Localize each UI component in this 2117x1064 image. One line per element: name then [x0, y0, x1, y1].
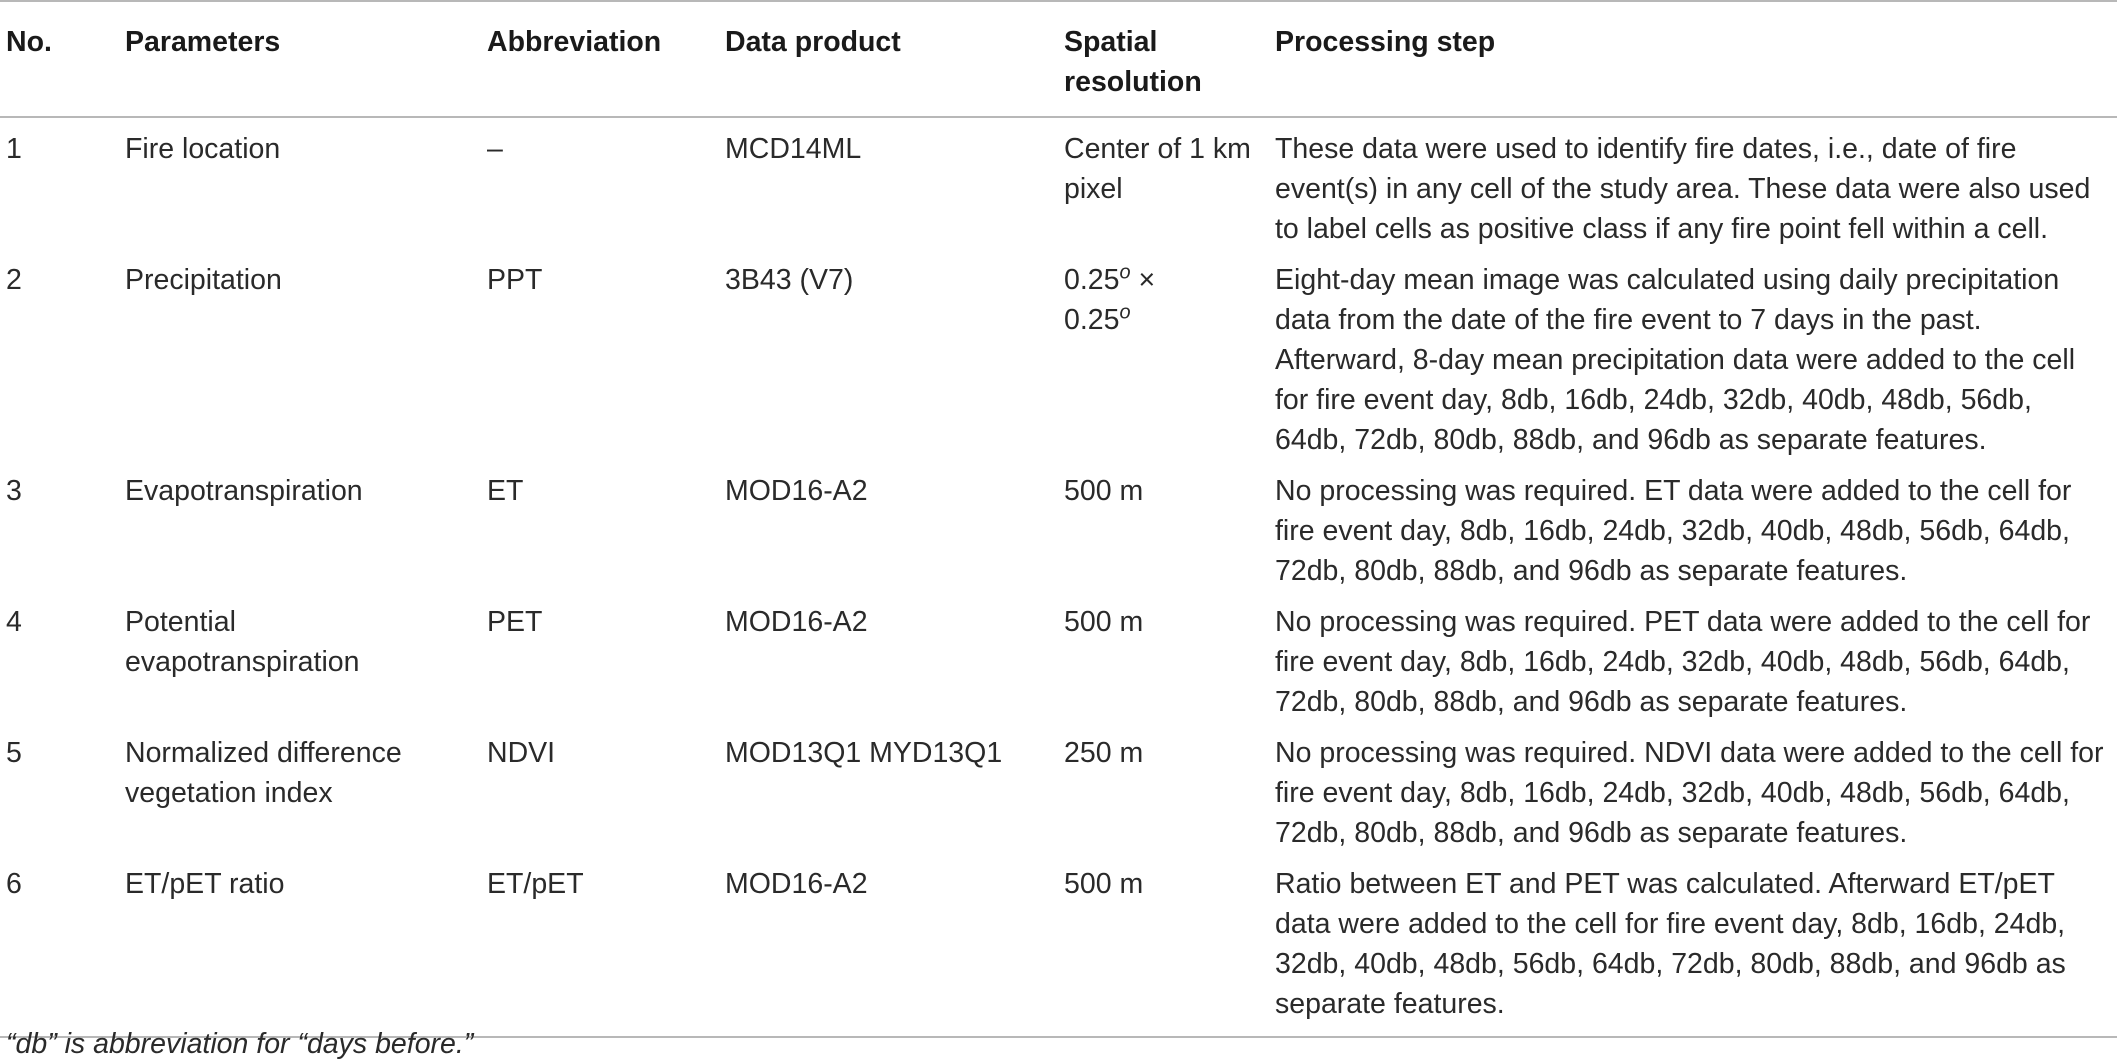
cell-no: 6 [6, 868, 22, 900]
cell-data-product: MOD16-A2 [725, 475, 868, 507]
cell-abbreviation: PET [487, 606, 543, 638]
cell-abbreviation: PPT [487, 264, 543, 296]
cell-abbreviation: ET/pET [487, 868, 584, 900]
table-row [0, 591, 2117, 722]
cell-spatial-resolution: 250 m [1064, 737, 1144, 769]
degree-superscript: o [1119, 301, 1131, 324]
cell-abbreviation: ET [487, 475, 524, 507]
cell-spatial-resolution: 500 m [1064, 606, 1144, 638]
times-symbol: × [1130, 264, 1164, 296]
table-row [0, 853, 2117, 1037]
table-row [0, 460, 2117, 591]
cell-data-product: MOD16-A2 [725, 868, 868, 900]
resolution-value-a: 0.25 [1064, 264, 1120, 296]
cell-spatial-resolution: 500 m [1064, 868, 1144, 900]
cell-no: 4 [6, 606, 22, 638]
cell-parameter: Evapotranspiration [125, 475, 363, 507]
table-header-row [0, 1, 2117, 117]
cell-no: 3 [6, 475, 22, 507]
cell-data-product: MCD14ML [725, 133, 862, 165]
header-spatial-resolution: Spatial resolution [1064, 26, 1202, 98]
table-footnote: “db” is abbreviation for “days before.” [6, 1028, 474, 1060]
header-abbreviation: Abbreviation [487, 26, 662, 58]
resolution-value-b: 0.25 [1064, 304, 1120, 336]
header-no: No. [6, 26, 52, 58]
table-row [0, 722, 2117, 853]
header-data-product: Data product [725, 26, 901, 58]
cell-parameter: Normalized difference vegetation index [125, 737, 402, 809]
cell-no: 5 [6, 737, 22, 769]
cell-abbreviation: NDVI [487, 737, 556, 769]
cell-no: 1 [6, 133, 22, 165]
cell-spatial-resolution: 500 m [1064, 475, 1144, 507]
cell-data-product: MOD13Q1 MYD13Q1 [725, 737, 1003, 769]
cell-spatial-resolution [1054, 249, 1265, 460]
cell-processing-step: Eight-day mean image was calculated using daily precipitation data from the date of the fire event to 7 days in the past. Afterward, 8-day mean precipitation data were added to the cell for fire event day, 8db, 16db, 24db, 32db, 40db, 48db, 56db, 64db, 72db, 80db, 88db, and 96db as separate features. [1275, 264, 2076, 456]
degree-superscript: o [1119, 261, 1131, 284]
cell-parameter: Fire location [125, 133, 281, 165]
cell-processing-step: No processing was required. ET data were added to the cell for fire event day, 8db, 16db, 24db, 32db, 40db, 48db, 56db, 64db, 72db, 80db, 88db, and 96db as separate features. [1275, 475, 2072, 587]
table-row [0, 117, 2117, 249]
cell-parameter: Precipitation [125, 264, 282, 296]
cell-processing-step: Ratio between ET and PET was calculated. Afterward ET/pET data were added to the cell for fire event day, 8db, 16db, 24db, 32db, 40db, 48db, 56db, 64db, 72db, 80db, 88db, and 96db as separate features. [1275, 868, 2066, 1020]
cell-parameter: ET/pET ratio [125, 868, 285, 900]
cell-spatial-resolution: Center of 1 km pixel [1064, 133, 1251, 205]
cell-processing-step: No processing was required. NDVI data were added to the cell for fire event day, 8db, 16db, 24db, 32db, 40db, 48db, 56db, 64db, 72db, 80db, 88db, and 96db as separate features. [1275, 737, 2104, 849]
cell-data-product: 3B43 (V7) [725, 264, 854, 296]
header-parameters: Parameters [125, 26, 281, 58]
header-processing-step: Processing step [1275, 26, 1496, 58]
cell-no: 2 [6, 264, 22, 296]
cell-data-product: MOD16-A2 [725, 606, 868, 638]
table-row [0, 249, 2117, 460]
cell-processing-step: No processing was required. PET data were added to the cell for fire event day, 8db, 16db, 24db, 32db, 40db, 48db, 56db, 64db, 72db, 80db, 88db, and 96db as separate features. [1275, 606, 2091, 718]
cell-abbreviation: – [487, 133, 503, 165]
cell-processing-step: These data were used to identify fire dates, i.e., date of fire event(s) in any cell of the study area. These data were also used to label cells as positive class if any fire point fell within a cell. [1275, 133, 2091, 245]
cell-parameter: Potential evapotranspiration [125, 606, 360, 678]
